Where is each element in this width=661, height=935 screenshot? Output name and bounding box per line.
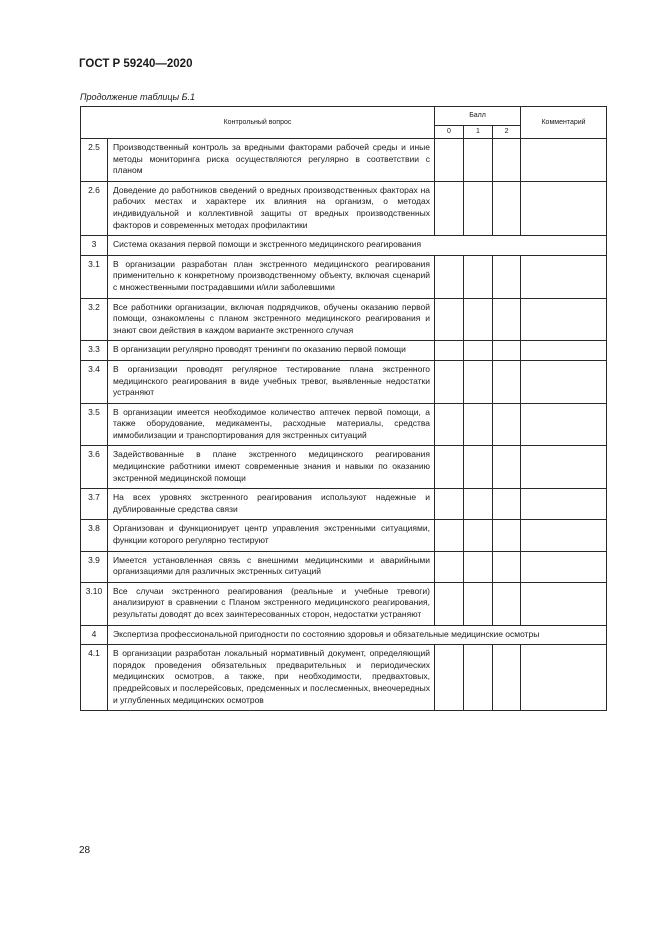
score-0-cell[interactable] xyxy=(435,181,464,235)
section-title: Система оказания первой помощи и экстренного медицинского реагирования xyxy=(108,236,607,256)
score-1-cell[interactable] xyxy=(464,181,493,235)
score-0-cell[interactable] xyxy=(435,520,464,551)
question-text: На всех уровнях экстренного реагирования используют надежные и дублированные средства связи xyxy=(108,489,435,520)
table-row xyxy=(81,403,607,446)
comment-cell[interactable] xyxy=(521,446,607,489)
checklist-table xyxy=(80,106,607,711)
question-text: В организации регулярно проводят тренинги по оказанию первой помощи xyxy=(108,341,435,361)
score-2-cell[interactable] xyxy=(493,403,521,446)
comment-cell[interactable] xyxy=(521,360,607,403)
table-row xyxy=(81,551,607,582)
question-text: Все случаи экстренного реагирования (реальные и учебные тревоги) анализируют в сравнении с Планом экстренного медицинского реагирования, результаты доводят до всех заинтересованных сторон, недостатки устраняют xyxy=(108,582,435,625)
column-header-score-2: 2 xyxy=(493,126,521,139)
document-title: ГОСТ Р 59240—2020 xyxy=(79,58,193,70)
question-text: Имеется установленная связь с внешними медицинскими и аварийными организациями для различных экстренных ситуаций xyxy=(108,551,435,582)
comment-cell[interactable] xyxy=(521,139,607,182)
row-number: 4 xyxy=(81,625,108,645)
question-text: Доведение до работников сведений о вредных производственных факторах на рабочих местах и характере их влияния на организм, о методах индивидуальной и коллективной защиты от вредных производственных факторов и современных методах профилактики xyxy=(108,181,435,235)
score-2-cell[interactable] xyxy=(493,489,521,520)
score-0-cell[interactable] xyxy=(435,139,464,182)
score-1-cell[interactable] xyxy=(464,551,493,582)
question-text: В организации разработан локальный нормативный документ, определяющий порядок проведения обязательных предварительных и периодических медицинских осмотров, а также, при необходимости, предвахтовых, предрейсовых и послерейсовых, предсменных и послесменных, внеочередных и углубленных медицинских осмотров xyxy=(108,645,435,711)
score-2-cell[interactable] xyxy=(493,360,521,403)
question-text: В организации имеется необходимое количество аптечек первой помощи, а также оборудование, медикаменты, расходные материалы, средства иммобилизации и транспортирования для экстренных ситуаций xyxy=(108,403,435,446)
score-2-cell[interactable] xyxy=(493,446,521,489)
comment-cell[interactable] xyxy=(521,582,607,625)
score-2-cell[interactable] xyxy=(493,341,521,361)
score-1-cell[interactable] xyxy=(464,520,493,551)
section-row xyxy=(81,625,607,645)
section-row xyxy=(81,236,607,256)
row-number: 3.3 xyxy=(81,341,108,361)
table-continuation-caption: Продолжение таблицы Б.1 xyxy=(80,92,196,102)
comment-cell[interactable] xyxy=(521,341,607,361)
score-2-cell[interactable] xyxy=(493,255,521,298)
page-number: 28 xyxy=(79,845,91,856)
score-1-cell[interactable] xyxy=(464,139,493,182)
score-0-cell[interactable] xyxy=(435,489,464,520)
table-row xyxy=(81,298,607,341)
table-row xyxy=(81,255,607,298)
score-0-cell[interactable] xyxy=(435,645,464,711)
row-number: 2.5 xyxy=(81,139,108,182)
table-row xyxy=(81,139,607,182)
row-number: 3.8 xyxy=(81,520,108,551)
score-2-cell[interactable] xyxy=(493,139,521,182)
row-number: 3.5 xyxy=(81,403,108,446)
comment-cell[interactable] xyxy=(521,298,607,341)
column-header-comment: Комментарий xyxy=(521,107,607,139)
row-number: 3.1 xyxy=(81,255,108,298)
question-text: Все работники организации, включая подрядчиков, обучены оказанию первой помощи, ознакомлены с планом экстренного медицинского реагирования и знают свои действия в каждом варианте экстренного случая xyxy=(108,298,435,341)
table-row xyxy=(81,582,607,625)
row-number: 3.9 xyxy=(81,551,108,582)
score-2-cell[interactable] xyxy=(493,520,521,551)
score-1-cell[interactable] xyxy=(464,341,493,361)
table-row xyxy=(81,645,607,711)
row-number: 2.6 xyxy=(81,181,108,235)
question-text: В организации проводят регулярное тестирование плана экстренного медицинского реагирования в виде учебных тревог, выявленные недостатки устраняют xyxy=(108,360,435,403)
score-2-cell[interactable] xyxy=(493,551,521,582)
score-1-cell[interactable] xyxy=(464,489,493,520)
row-number: 3.7 xyxy=(81,489,108,520)
column-header-score-0: 0 xyxy=(435,126,464,139)
score-1-cell[interactable] xyxy=(464,645,493,711)
row-number: 3 xyxy=(81,236,108,256)
score-0-cell[interactable] xyxy=(435,360,464,403)
table-row xyxy=(81,360,607,403)
score-0-cell[interactable] xyxy=(435,446,464,489)
score-1-cell[interactable] xyxy=(464,298,493,341)
score-1-cell[interactable] xyxy=(464,403,493,446)
row-number: 3.4 xyxy=(81,360,108,403)
score-0-cell[interactable] xyxy=(435,551,464,582)
score-1-cell[interactable] xyxy=(464,255,493,298)
table-row xyxy=(81,489,607,520)
row-number: 3.2 xyxy=(81,298,108,341)
comment-cell[interactable] xyxy=(521,551,607,582)
comment-cell[interactable] xyxy=(521,255,607,298)
score-2-cell[interactable] xyxy=(493,645,521,711)
row-number: 4.1 xyxy=(81,645,108,711)
question-text: Задействованные в плане экстренного медицинского реагирования медицинские работники имеют современные знания и навыки по оказанию экстренной медицинской помощи xyxy=(108,446,435,489)
table-row xyxy=(81,520,607,551)
comment-cell[interactable] xyxy=(521,645,607,711)
table-header-row xyxy=(81,107,607,126)
column-header-score: Балл xyxy=(435,107,521,126)
section-title: Экспертиза профессиональной пригодности по состоянию здоровья и обязательные медицинские осмотры xyxy=(108,625,607,645)
table-row xyxy=(81,446,607,489)
table-body xyxy=(81,107,607,711)
row-number: 3.6 xyxy=(81,446,108,489)
comment-cell[interactable] xyxy=(521,403,607,446)
comment-cell[interactable] xyxy=(521,181,607,235)
table-row xyxy=(81,181,607,235)
question-text: В организации разработан план экстренного медицинского реагирования применительно к конкретному производственному объекту, включая сценарий с множественными пострадавшими и/или заболевшими xyxy=(108,255,435,298)
score-0-cell[interactable] xyxy=(435,341,464,361)
score-0-cell[interactable] xyxy=(435,582,464,625)
column-header-question: Контрольный вопрос xyxy=(81,107,435,139)
score-1-cell[interactable] xyxy=(464,582,493,625)
comment-cell[interactable] xyxy=(521,489,607,520)
question-text: Производственный контроль за вредными факторами рабочей среды и иные методы мониторинга риска осуществляются регулярно в соответствии с планом xyxy=(108,139,435,182)
score-2-cell[interactable] xyxy=(493,298,521,341)
question-text: Организован и функционирует центр управления экстренными ситуациями, функции которого регулярно тестируют xyxy=(108,520,435,551)
table-row xyxy=(81,341,607,361)
score-2-cell[interactable] xyxy=(493,582,521,625)
row-number: 3.10 xyxy=(81,582,108,625)
score-2-cell[interactable] xyxy=(493,181,521,235)
score-1-cell[interactable] xyxy=(464,446,493,489)
score-0-cell[interactable] xyxy=(435,255,464,298)
comment-cell[interactable] xyxy=(521,520,607,551)
score-1-cell[interactable] xyxy=(464,360,493,403)
score-0-cell[interactable] xyxy=(435,403,464,446)
column-header-score-1: 1 xyxy=(464,126,493,139)
score-0-cell[interactable] xyxy=(435,298,464,341)
